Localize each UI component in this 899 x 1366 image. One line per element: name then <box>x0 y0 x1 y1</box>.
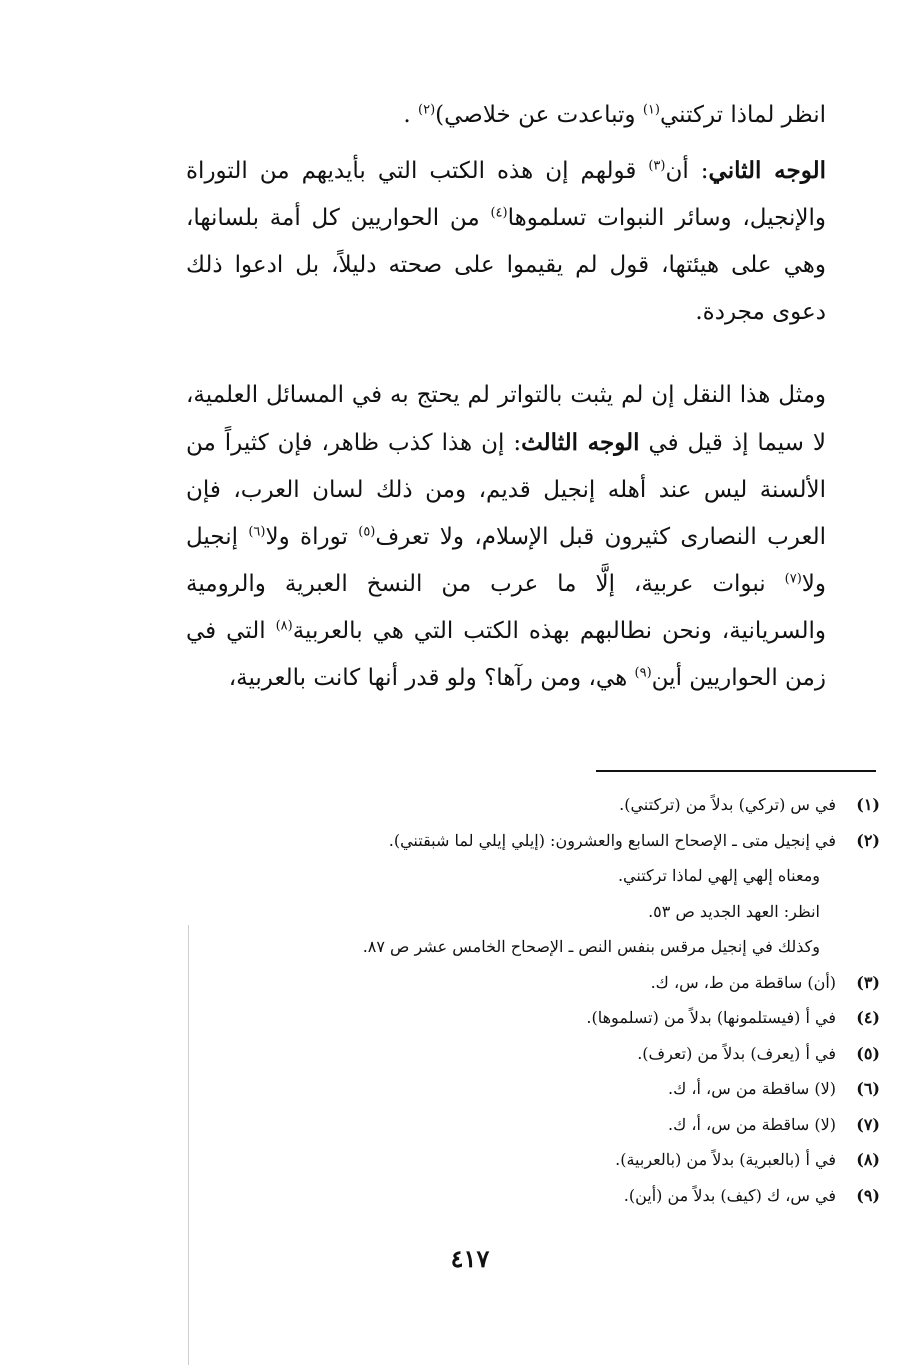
footnote-ref-5: (٥) <box>358 524 376 540</box>
text-run: التي في زمن الحواريين أين <box>186 618 826 691</box>
footnote-number: (١) <box>856 795 880 814</box>
footnote-ref-4: (٤) <box>490 205 508 221</box>
footnote-text: في س (تركي) بدلاً من (تركتني). <box>619 795 836 814</box>
text-run: قولهم إن هذه الكتب التي بأيديهم من التوراة والإنجيل، وسائر النبوات تسلموها <box>186 158 826 231</box>
text-run: . <box>403 102 419 128</box>
text-run: : أن <box>665 158 709 184</box>
text-run: من الحواريين كل أمة بلسانها، وهي على هيئتها، قول لم يقيموا على صحته دليلاً، بل ادعوا ذلك دعوى مجردة. <box>186 205 826 325</box>
text-run: هي، ومن رآها؟ ولو قدر أنها كانت بالعربية، <box>228 665 635 691</box>
footnote-text: (أن) ساقطة من ط، س، ك. <box>650 972 836 992</box>
footnote-ref-7: (٧) <box>784 571 802 587</box>
footnote-number: (٦) <box>856 1079 880 1098</box>
footnote-2-continuation-1: ومعناه إلهي إلهي لماذا تركتني. <box>617 866 820 885</box>
text-run: وتباعدت عن خلاصي) <box>435 102 643 128</box>
footnote-2-continuation-2: انظر: العهد الجديد ص ٥٣. <box>648 901 820 921</box>
text-run: انظر لماذا تركتني <box>659 102 826 128</box>
section-heading-third-aspect: الوجه الثالث <box>521 429 640 456</box>
footnote-separator <box>596 770 876 772</box>
text-run: ومثل هذا النقل إن لم يثبت بالتواتر لم يحتج به في المسائل العلمية، لا سيما إذ قيل في <box>186 382 826 456</box>
text-run: توراة ولا <box>265 524 359 550</box>
footnote-number: (٩) <box>856 1185 880 1205</box>
paragraph-2 <box>186 147 826 336</box>
footnote-text: في إنجيل متى ـ الإصحاح السابع والعشرون: (إيلي إيلي لما شبقتني). <box>388 830 836 850</box>
footnote-text: في س، ك (كيف) بدلاً من (أين). <box>623 1185 836 1205</box>
paragraph-1 <box>186 92 826 139</box>
text-run: إنجيل ولا <box>186 524 826 597</box>
section-heading-second-aspect: الوجه الثاني <box>708 157 826 184</box>
footnote-2 <box>200 823 880 859</box>
footnote-ref-6: (٦) <box>248 524 266 540</box>
footnote-4 <box>200 1000 880 1036</box>
footnote-ref-3: (٣) <box>648 158 666 174</box>
footnote-2-continuation-3: وكذلك في إنجيل مرقس بنفس النص ـ الإصحاح الخامس عشر ص ٨٧. <box>362 937 820 956</box>
footnote-number: (٤) <box>856 1008 880 1027</box>
text-run: نبوات عربية، إلَّا ما عرب من النسخ العبرية والرومية والسريانية، ونحن نطالبهم بهذه الكتب التي هي بالعربية <box>186 571 827 644</box>
footnote-5 <box>200 1036 880 1072</box>
footnote-number: (٧) <box>856 1114 880 1134</box>
page-edge-line <box>188 925 189 1365</box>
page-number: ٤١٧ <box>450 1244 490 1273</box>
paragraph-3 <box>186 372 826 702</box>
text-run: : إن هذا كذب ظاهر، فإن كثيراً من الألسنة ليس عند أهله إنجيل قديم، ومن ذلك لسان العرب، فإن العرب النصارى كثيرون قبل الإسلام، ولا تعرف <box>186 430 826 550</box>
footnote-text: (لا) ساقطة من س، أ، ك. <box>668 1079 836 1098</box>
footnote-text: في أ (يعرف) بدلاً من (تعرف). <box>637 1043 836 1063</box>
footnote-ref-8: (٨) <box>275 618 293 634</box>
footnote-7 <box>200 1107 880 1143</box>
footnote-3 <box>200 965 880 1001</box>
footnote-number: (٢) <box>856 830 880 850</box>
footnote-number: (٥) <box>856 1043 880 1063</box>
footnote-text: في أ (فيستلمونها) بدلاً من (تسلموها). <box>586 1008 836 1027</box>
footnote-ref-1: (١) <box>642 102 660 118</box>
footnote-ref-9: (٩) <box>634 665 652 681</box>
footnote-number: (٨) <box>856 1150 880 1169</box>
footnote-ref-2: (٢) <box>418 102 436 118</box>
footnote-text: في أ (بالعبرية) بدلاً من (بالعربية). <box>615 1150 836 1169</box>
footnote-text: (لا) ساقطة من س، أ، ك. <box>668 1114 836 1134</box>
footnote-6 <box>200 1071 880 1107</box>
footnote-number: (٣) <box>856 972 880 992</box>
footnote-9 <box>200 1178 880 1214</box>
footnote-1 <box>200 787 880 823</box>
footnotes <box>200 787 880 1213</box>
main-text <box>186 92 826 702</box>
footnote-8 <box>200 1142 880 1178</box>
